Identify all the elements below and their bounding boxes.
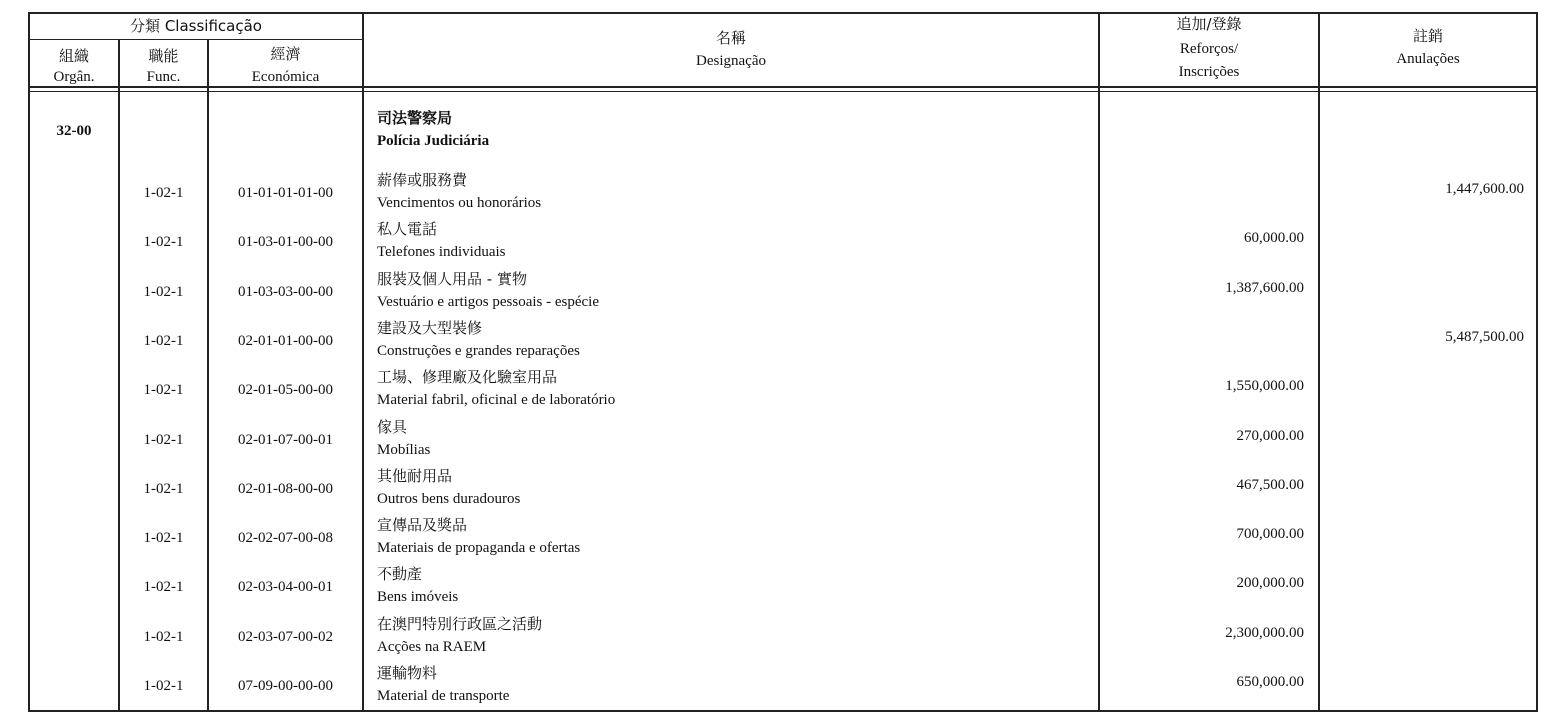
row-desig-zh: 其他耐用品 <box>377 467 453 485</box>
classification-divider <box>28 39 363 40</box>
header-annul-pt: Anulações <box>1396 51 1460 67</box>
row-desig-zh: 服裝及個人用品 - 實物 <box>377 270 527 288</box>
row-reinforco: 1,550,000.00 <box>1225 378 1304 394</box>
row-econ-code: 02-02-07-00-08 <box>238 530 333 546</box>
row-econ-code: 01-03-03-00-00 <box>238 284 333 300</box>
row-econ-code: 02-03-04-00-01 <box>238 579 333 595</box>
row-desig-zh: 傢具 <box>377 418 408 436</box>
header-reinf-zh: 追加/登錄 <box>1176 15 1242 33</box>
row-desig-pt: Material fabril, oficinal e de laboratório <box>377 392 616 408</box>
row-func-code: 1-02-1 <box>143 530 184 546</box>
row-desig-zh: 運輸物料 <box>377 664 438 682</box>
divider-desig-reinf <box>1098 12 1100 712</box>
row-econ-code: 02-03-07-00-02 <box>238 629 333 645</box>
table-top-border <box>28 12 1538 14</box>
row-desig-pt: Vestuário e artigos pessoais - espécie <box>377 294 600 310</box>
row-desig-zh: 在澳門特別行政區之活動 <box>377 615 543 633</box>
divider-organ-func <box>118 39 120 712</box>
header-econ-pt: Económica <box>251 69 320 85</box>
row-func-code: 1-02-1 <box>143 432 184 448</box>
header-func-pt: Func. <box>146 69 181 85</box>
row-econ-code: 02-01-07-00-01 <box>238 432 333 448</box>
header-organ-pt: Orgân. <box>53 69 95 85</box>
divider-func-econ <box>207 39 209 712</box>
header-organ-zh: 組織 <box>58 47 89 65</box>
row-desig-pt: Construções e grandes reparações <box>377 343 580 359</box>
row-reinforco: 467,500.00 <box>1236 477 1304 493</box>
row-desig-pt: Bens imóveis <box>377 589 459 605</box>
row-reinforco: 200,000.00 <box>1236 575 1304 591</box>
row-desig-zh: 建設及大型裝修 <box>377 319 483 337</box>
header-classification <box>30 17 362 35</box>
row-desig-zh: 薪俸或服務費 <box>377 171 468 189</box>
row-desig-pt: Mobílias <box>377 442 431 458</box>
row-econ-code: 02-01-01-00-00 <box>238 333 333 349</box>
table-bottom-border <box>28 710 1538 712</box>
header-gap-line <box>28 91 1538 92</box>
row-econ-code: 01-01-01-01-00 <box>238 185 333 201</box>
row-reinforco: 270,000.00 <box>1236 428 1304 444</box>
section-name-zh: 司法警察局 <box>377 109 453 127</box>
row-func-code: 1-02-1 <box>143 481 184 497</box>
row-desig-zh: 工場、修理廠及化驗室用品 <box>377 368 558 386</box>
border-left <box>28 12 30 712</box>
row-reinforco: 650,000.00 <box>1236 674 1304 690</box>
header-bottom-border <box>28 86 1538 88</box>
header-annul-zh: 註銷 <box>1412 27 1443 45</box>
header-func-zh: 職能 <box>148 47 179 65</box>
row-econ-code: 07-09-00-00-00 <box>238 678 333 694</box>
section-organ-code: 32-00 <box>56 123 92 139</box>
section-name-pt: Polícia Judiciária <box>377 133 490 149</box>
row-reinforco: 1,387,600.00 <box>1225 280 1304 296</box>
row-anulacao: 5,487,500.00 <box>1445 329 1524 345</box>
row-desig-zh: 不動產 <box>377 565 423 583</box>
row-econ-code: 02-01-08-00-00 <box>238 481 333 497</box>
row-func-code: 1-02-1 <box>143 333 184 349</box>
row-func-code: 1-02-1 <box>143 629 184 645</box>
row-reinforco: 60,000.00 <box>1244 230 1304 246</box>
header-econ-zh: 經濟 <box>270 45 301 63</box>
header-reinf-pt1: Reforços/ <box>1179 41 1239 57</box>
row-reinforco: 700,000.00 <box>1236 526 1304 542</box>
row-desig-pt: Vencimentos ou honorários <box>377 195 542 211</box>
divider-reinf-annul <box>1318 12 1320 712</box>
row-desig-pt: Outros bens duradouros <box>377 491 521 507</box>
row-desig-pt: Acções na RAEM <box>377 639 487 655</box>
header-reinf-pt2: Inscrições <box>1178 64 1240 80</box>
row-func-code: 1-02-1 <box>143 678 184 694</box>
header-classification-label: 分類 Classificação <box>130 17 262 35</box>
row-func-code: 1-02-1 <box>143 579 184 595</box>
row-desig-zh: 私人電話 <box>377 220 438 238</box>
divider-econ-desig <box>362 12 364 712</box>
row-desig-pt: Material de transporte <box>377 688 510 704</box>
row-func-code: 1-02-1 <box>143 284 184 300</box>
header-desig-pt: Designação <box>696 53 766 69</box>
row-desig-pt: Materiais de propaganda e ofertas <box>377 540 581 556</box>
row-func-code: 1-02-1 <box>143 234 184 250</box>
row-func-code: 1-02-1 <box>143 382 184 398</box>
border-right <box>1536 12 1538 712</box>
row-econ-code: 02-01-05-00-00 <box>238 382 333 398</box>
row-econ-code: 01-03-01-00-00 <box>238 234 333 250</box>
row-desig-zh: 宣傳品及獎品 <box>377 516 468 534</box>
header-desig-zh: 名稱 <box>715 29 746 47</box>
row-reinforco: 2,300,000.00 <box>1225 625 1304 641</box>
row-func-code: 1-02-1 <box>143 185 184 201</box>
row-anulacao: 1,447,600.00 <box>1445 181 1524 197</box>
row-desig-pt: Telefones individuais <box>377 244 506 260</box>
